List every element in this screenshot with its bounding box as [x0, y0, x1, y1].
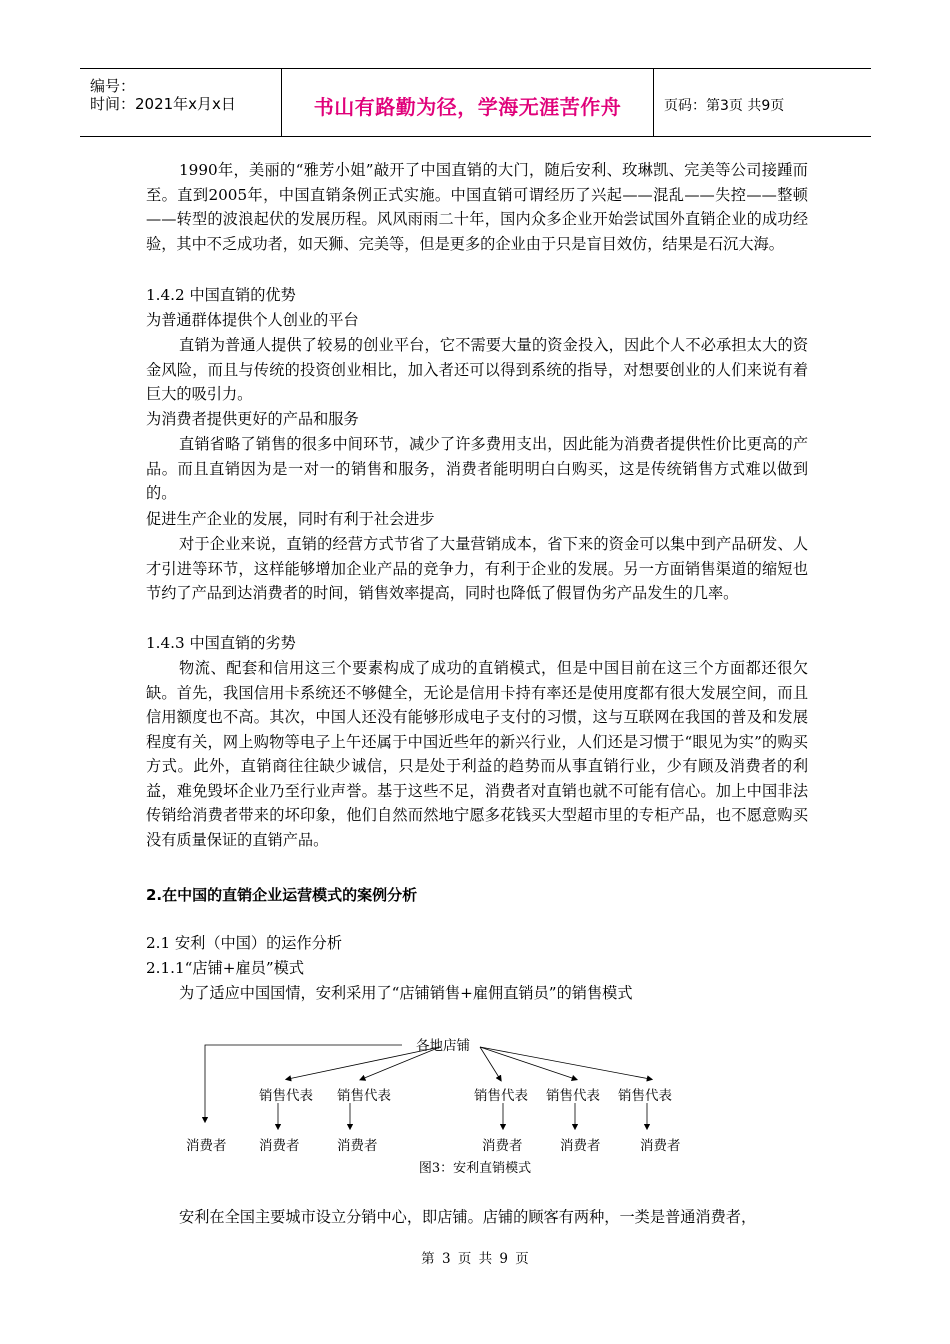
paragraph-enterprise: 对于企业来说，直销的经营方式节省了大量营销成本，省下来的资金可以集中到产品研发、人才引进等环节，这样能够增加企业产品的竞争力，有利于企业的发展。另一方面销售渠道的缩短也节约了产品到达消费者的时间，销售效率提高，同时也降低了假冒伪劣产品发生的几率。: [146, 535, 808, 602]
diagram-rep-node: 销售代表: [618, 1088, 672, 1104]
diagram-consumer-node: 消费者: [337, 1138, 378, 1154]
paragraph-products: 直销省略了销售的很多中间环节，减少了许多费用支出，因此能为消费者提供性价比更高的产品。而且直销因为是一对一的销售和服务，消费者能明明白白购买，这是传统销售方式难以做到的。: [146, 435, 808, 502]
diagram-consumer-node: 消费者: [640, 1138, 681, 1154]
diagram-consumer-node: 消费者: [186, 1138, 227, 1154]
subheading-products: 为消费者提供更好的产品和服务: [146, 410, 359, 428]
paragraph-store-intro: 安利在全国主要城市设立分销中心，即店铺。店铺的顾客有两种，一类是普通消费者，: [179, 1208, 757, 1226]
root-to-rep-3-line: [480, 1047, 500, 1079]
diagram-rep-node: 销售代表: [546, 1088, 600, 1104]
subheading-enterprise: 促进生产企业的发展，同时有利于社会进步: [146, 510, 435, 528]
diagram-consumer-node: 消费者: [482, 1138, 523, 1154]
heading-section-2: 2.在中国的直销企业运营模式的案例分析: [146, 886, 418, 904]
diagram-rep-node: 销售代表: [259, 1088, 313, 1104]
header-date-label: 时间：2021年x月x日: [90, 95, 236, 113]
header-left-cell: [80, 69, 282, 136]
diagram-consumer-node: 消费者: [259, 1138, 300, 1154]
paragraph-disadvantages: 物流、配套和信用这三个要素构成了成功的直销模式，但是中国目前在这三个方面都还很欠缺。首先，我国信用卡系统还不够健全，无论是信用卡持有率还是使用度都有很大发展空间，而且信用额度也不高。其次，中国人还没有能够形成电子支付的习惯，这与互联网在我国的普及和发展程度有关，网上购物等电子上午还属于中国近些年的新兴行业，人们还是习惯于“眼见为实”的购买方式。此外，直销商往往缺少诚信，只是处于利益的趋势而从事直销行业，少有顾及消费者的利益，难免毁坏企业乃至行业声誉。基于这些不足，消费者对直销也就不可能有信心。加上中国非法传销给消费者带来的坏印象，他们自然而然地宁愿多花钱买大型超市里的专柜产品，也不愿意购买没有质量保证的直销产品。: [146, 659, 808, 849]
header-page-label: 页码：第3页 共9页: [664, 98, 785, 114]
paragraph-sales-mode: 为了适应中国国情，安利采用了“店铺销售+雇佣直销员”的销售模式: [179, 984, 633, 1002]
diagram-root-node: 各地店铺: [416, 1038, 470, 1054]
diagram-rep-node: 销售代表: [337, 1088, 391, 1104]
page-header: [80, 68, 871, 137]
heading-1-4-3: 1.4.3 中国直销的劣势: [146, 634, 296, 652]
heading-2-1-1: 2.1.1“店铺+雇员”模式: [146, 959, 305, 977]
header-motto: 书山有路勤为径，学海无涯苦作舟: [313, 95, 622, 119]
header-middle-cell: [282, 69, 654, 136]
subheading-entrepreneurship: 为普通群体提供个人创业的平台: [146, 311, 359, 329]
figure-caption: 图3：安利直销模式: [418, 1161, 532, 1176]
diagram-rep-node: 销售代表: [474, 1088, 528, 1104]
heading-2-1: 2.1 安利（中国）的运作分析: [146, 934, 343, 952]
root-to-rep-5-line: [480, 1047, 650, 1079]
header-number-label: 编号：: [90, 77, 136, 95]
page-footer: 第 3 页 共 9 页: [421, 1251, 529, 1267]
heading-1-4-2: 1.4.2 中国直销的优势: [146, 286, 296, 304]
diagram-consumer-node: 消费者: [560, 1138, 601, 1154]
paragraph-history: 1990年，美丽的“雅芳小姐”敲开了中国直销的大门，随后安利、玫琳凯、完美等公司接踵而至。直到2005年，中国直销条例正式实施。中国直销可谓经历了兴起——混乱——失控——整顿——转型的波浪起伏的发展历程。风风雨雨二十年，国内众多企业开始尝试国外直销企业的成功经验，其中不乏成功者，如天狮、完美等，但是更多的企业由于只是盲目效仿，结果是石沉大海。: [146, 161, 808, 253]
root-to-rep-4-line: [480, 1047, 575, 1079]
root-to-consumer-line: [205, 1045, 402, 1120]
paragraph-entrepreneurship: 直销为普通人提供了较易的创业平台，它不需要大量的资金投入，因此个人不必承担太大的资金风险，而且与传统的投资创业相比，加入者还可以得到系统的指导，对想要创业的人们来说有着巨大的吸引力。: [146, 336, 808, 403]
header-right-cell: [654, 69, 871, 136]
